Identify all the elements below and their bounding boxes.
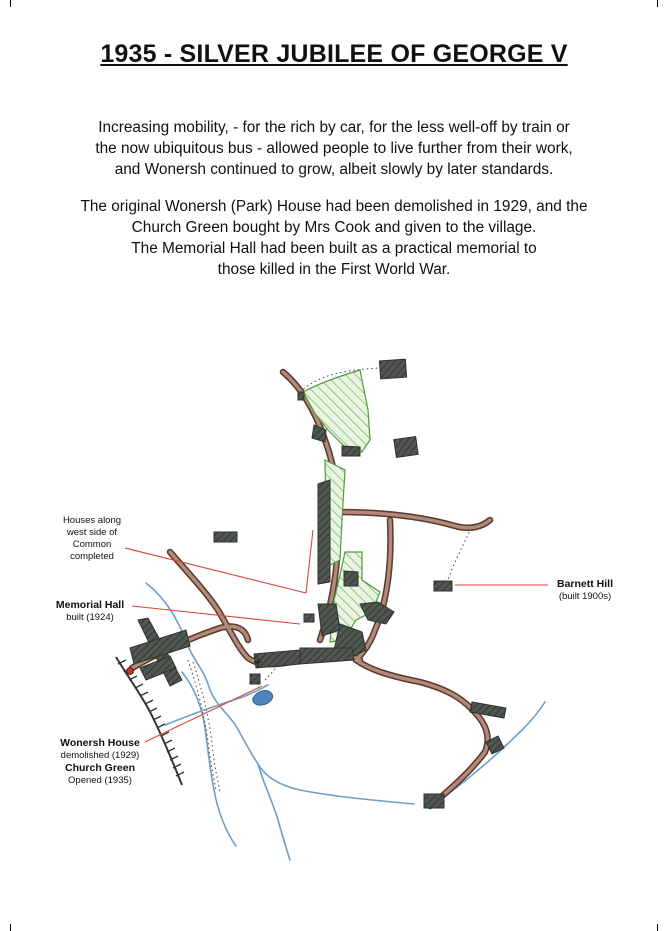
memorial-hall-note: built (1924) bbox=[66, 612, 114, 623]
leader-wonersh-house bbox=[145, 686, 262, 742]
building bbox=[318, 480, 330, 584]
wonersh-house-note: demolished (1929) bbox=[60, 750, 140, 761]
label-wonersh-house bbox=[44, 737, 156, 787]
building bbox=[304, 614, 314, 622]
intro-line: Increasing mobility, - for the rich by car, for the less well-off by train or bbox=[98, 119, 570, 136]
building bbox=[344, 571, 358, 586]
church-green-note: Opened (1935) bbox=[68, 775, 132, 786]
church-green-name: Church Green bbox=[64, 762, 135, 774]
barnett-hill-name: Barnett Hill bbox=[556, 578, 613, 590]
leader-houses-vertical bbox=[306, 530, 313, 593]
green-area bbox=[303, 370, 370, 452]
pond bbox=[253, 691, 273, 706]
barnett-hill-note: (built 1900s) bbox=[558, 591, 612, 602]
intro-line: the now ubiquitous bus - allowed people to live further from their work, bbox=[95, 140, 573, 157]
memorial-hall-name: Memorial Hall bbox=[55, 599, 125, 611]
label-memorial-hall bbox=[40, 599, 140, 624]
history-line: Church Green bought by Mrs Cook and given to the village. bbox=[131, 219, 537, 236]
building bbox=[254, 650, 300, 668]
building bbox=[360, 602, 394, 624]
buildings bbox=[130, 359, 506, 808]
building bbox=[214, 532, 237, 542]
building bbox=[250, 674, 260, 684]
page-title: 1935 - SILVER JUBILEE OF GEORGE V bbox=[100, 40, 568, 68]
wonersh-house-name: Wonersh House bbox=[60, 737, 140, 749]
label-houses-common: Houses along west side of Common completed bbox=[62, 515, 122, 562]
history-line: The Memorial Hall had been built as a practical memorial to bbox=[131, 240, 537, 257]
leader-houses bbox=[125, 548, 306, 593]
building bbox=[434, 581, 452, 591]
history-line: The original Wonersh (Park) House had been demolished in 1929, and the bbox=[80, 198, 588, 215]
common-green bbox=[303, 370, 380, 642]
building bbox=[318, 604, 340, 636]
building bbox=[394, 437, 418, 458]
stream bbox=[182, 672, 236, 846]
intro-line: and Wonersh continued to grow, albeit slowly by later standards. bbox=[114, 161, 554, 178]
building bbox=[300, 648, 354, 664]
building bbox=[424, 794, 444, 808]
building bbox=[379, 359, 406, 379]
station-marker bbox=[127, 668, 134, 675]
history-line: those killed in the First World War. bbox=[217, 261, 451, 278]
building bbox=[342, 446, 360, 456]
stream bbox=[258, 764, 290, 860]
building bbox=[298, 392, 304, 400]
label-barnett-hill bbox=[540, 578, 630, 603]
